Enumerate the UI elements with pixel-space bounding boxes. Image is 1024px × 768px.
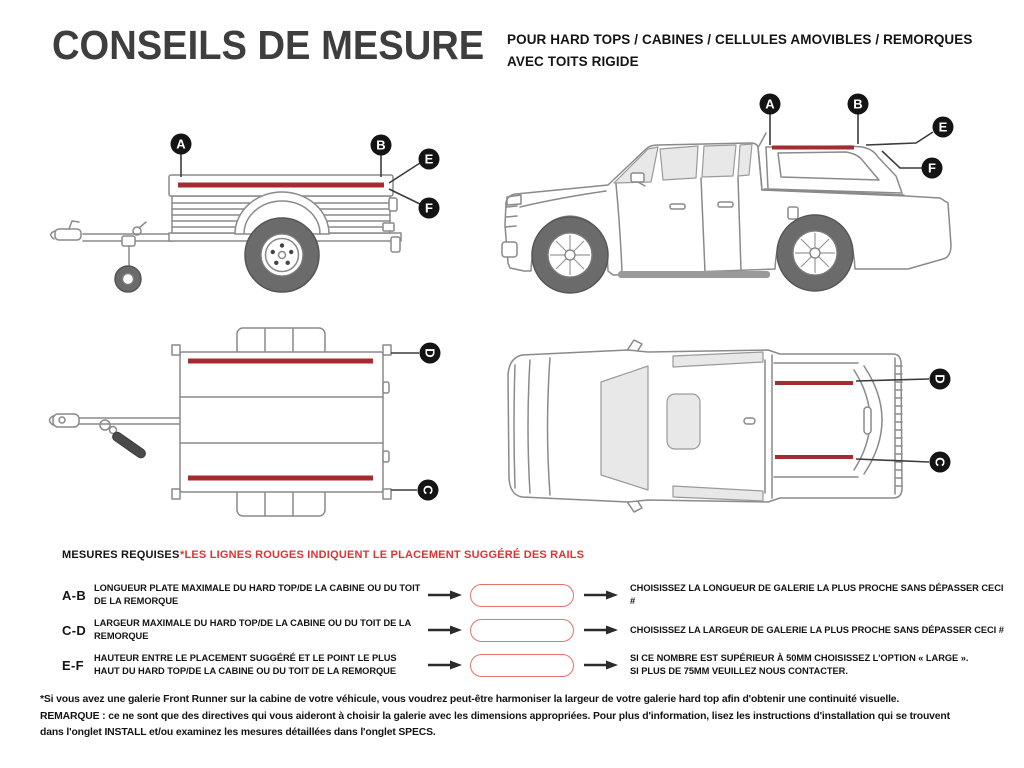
marker-a	[171, 134, 192, 155]
svg-text:C: C	[932, 457, 948, 467]
trailer-side-view-diagram	[25, 95, 475, 320]
marker-c	[930, 452, 951, 473]
svg-text:D: D	[932, 374, 948, 384]
marker-e	[933, 117, 954, 138]
measure-desc-ef: HAUTEUR ENTRE LE PLACEMENT SUGGÉRÉ ET LE POINT LE PLUS HAUT DU HARD TOP/DE LA CABINE OU DU TOIT DE LA REMORQUE	[94, 653, 397, 676]
red-lines-note: *LES LIGNES ROUGES INDIQUENT LE PLACEMENT SUGGÉRÉ DES RAILS	[180, 549, 585, 561]
measure-instruction-ab	[624, 582, 1010, 608]
svg-text:C: C	[420, 485, 436, 495]
page-title: CONSEILS DE MESURE	[52, 22, 485, 68]
svg-text:A: A	[176, 136, 186, 152]
trailer-top-view-diagram	[25, 320, 475, 535]
truck-top-view-diagram	[488, 330, 1022, 535]
subtitle-line-1: POUR HARD TOPS / CABINES / CELLULES AMOVIBLES / REMORQUES	[507, 32, 973, 47]
truck-rear-wheel	[777, 215, 853, 291]
instruction-line-2: SI PLUS DE 75MM VEUILLEZ NOUS CONTACTER.	[630, 666, 848, 676]
footnote-line-2: REMARQUE : ce ne sont que des directives qui vous aideront à choisir la galerie avec les dimensions appropriées. Pour plus d'information, lisez les instructions d'installation qui se trouvent	[40, 710, 950, 722]
arrow-right-icon	[424, 660, 466, 670]
svg-text:F: F	[928, 160, 936, 176]
marker-a	[760, 94, 781, 115]
trailer-side-drawing	[51, 175, 401, 292]
marker-e	[419, 149, 440, 170]
arrow-right-icon	[578, 660, 624, 670]
svg-text:B: B	[853, 96, 863, 112]
measure-desc-ab: LONGUEUR PLATE MAXIMALE DU HARD TOP/DE LA CABINE OU DU TOIT DE LA REMORQUE	[94, 583, 421, 606]
svg-text:D: D	[422, 348, 438, 358]
instruction-line: SI CE NOMBRE EST SUPÉRIEUR À 50MM CHOISISSEZ L'OPTION « LARGE ».	[630, 653, 969, 663]
footnote-line-1: *Si vous avez une galerie Front Runner sur la cabine de votre véhicule, vous voudrez peut-être harmoniser la largeur de votre galerie hard top afin d'obtenir une continuité visuelle.	[40, 694, 900, 705]
measures-table	[58, 582, 1010, 678]
subtitle-line-2: AVEC TOITS RIGIDE	[507, 54, 639, 69]
measurement-field-ef[interactable]	[470, 654, 574, 677]
measurement-field-ab[interactable]	[470, 584, 574, 607]
footnote-line-3: dans l'onglet INSTALL et/ou examinez les mesures détaillées dans l'onglet SPECS.	[40, 727, 436, 738]
trailer-top-callouts	[391, 343, 441, 501]
measure-key-ef: E-F	[62, 657, 84, 673]
arrow-right-icon	[578, 625, 624, 635]
svg-text:E: E	[424, 151, 434, 167]
page-subtitle	[507, 29, 973, 73]
marker-b	[371, 135, 392, 156]
svg-text:A: A	[765, 96, 775, 112]
truck-side-drawing	[502, 133, 951, 293]
marker-d	[930, 369, 951, 390]
svg-text:F: F	[425, 200, 433, 216]
marker-f	[922, 158, 943, 179]
instruction-line: CHOISISSEZ LA LARGEUR DE GALERIE LA PLUS PROCHE SANS DÉPASSER CECI #	[630, 624, 1004, 635]
marker-b	[848, 94, 869, 115]
trailer-top-drawing	[50, 328, 392, 516]
svg-text:B: B	[376, 137, 386, 153]
measure-instruction-cd	[624, 624, 1010, 637]
measure-desc-cd: LARGEUR MAXIMALE DU HARD TOP/DE LA CABINE OU DU TOIT DE LA REMORQUE	[94, 618, 411, 641]
truck-top-drawing	[508, 340, 902, 512]
measures-heading: MESURES REQUISES	[62, 549, 180, 561]
measure-instruction-ef	[624, 652, 1010, 678]
footnote	[40, 692, 950, 742]
marker-c	[418, 480, 439, 501]
measurement-field-cd[interactable]	[470, 619, 574, 642]
arrow-right-icon	[424, 625, 466, 635]
arrow-right-icon	[578, 590, 624, 600]
measure-key-cd: C-D	[62, 622, 87, 638]
measure-key-ab: A-B	[62, 587, 87, 603]
truck-side-view-diagram	[488, 85, 1024, 310]
trailer-wheel	[245, 218, 319, 292]
jockey-crank-handle	[111, 430, 147, 459]
truck-front-wheel	[532, 217, 608, 293]
marker-d	[420, 343, 441, 364]
svg-text:E: E	[938, 119, 948, 135]
marker-f	[419, 198, 440, 219]
instruction-line: CHOISISSEZ LA LONGUEUR DE GALERIE LA PLUS PROCHE SANS DÉPASSER CECI #	[630, 583, 1004, 606]
arrow-right-icon	[424, 590, 466, 600]
